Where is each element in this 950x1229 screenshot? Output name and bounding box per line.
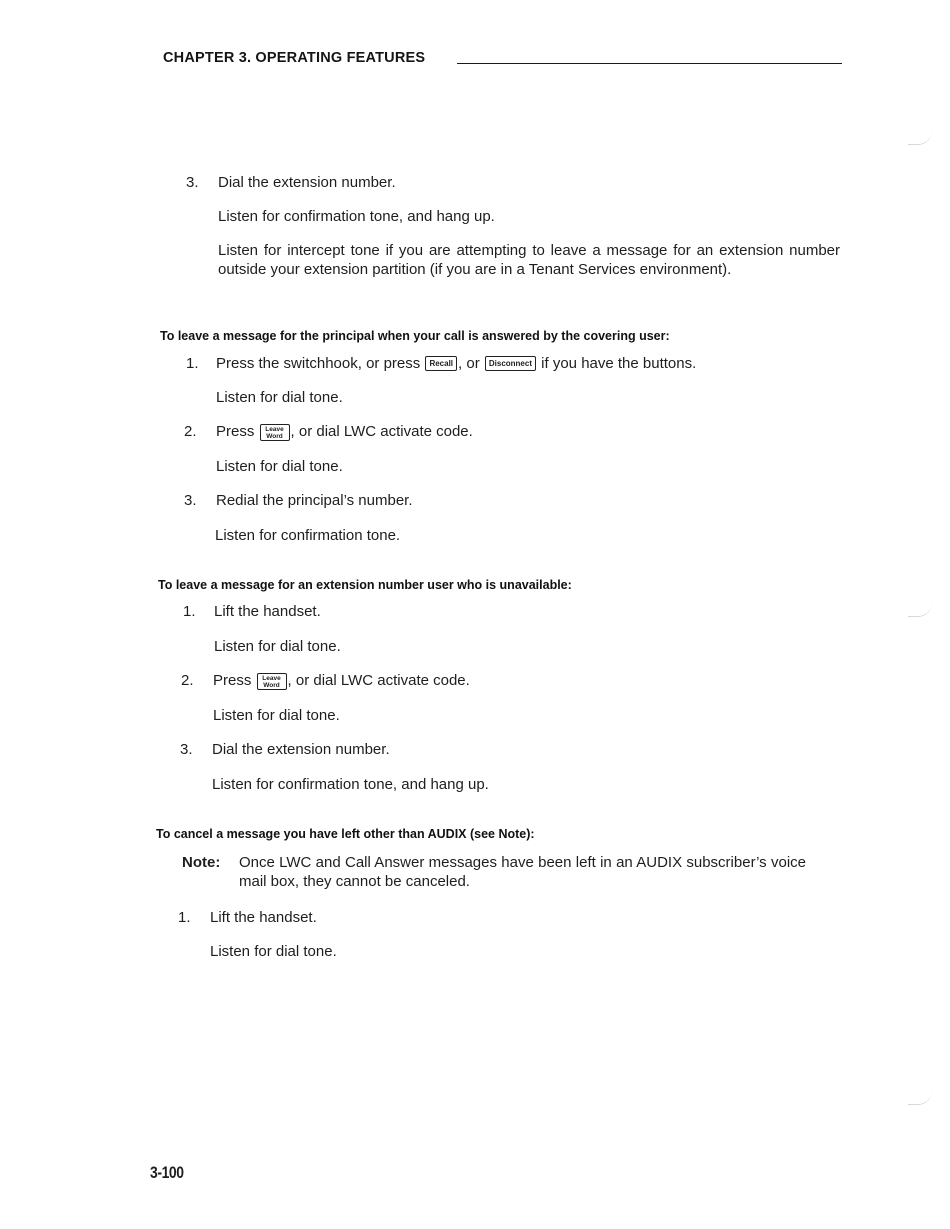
- leave-word-key: [257, 673, 287, 690]
- note-text: Once LWC and Call Answer messages have been left in an AUDIX subscriber’s voice mail box, they cannot be canceled.: [239, 854, 806, 890]
- step-text: Dial the extension number.: [218, 174, 396, 191]
- page-number: 3-100: [150, 1163, 184, 1182]
- header-rule: [457, 63, 842, 64]
- step-text: Lift the handset.: [210, 909, 317, 926]
- step-listen-text: Listen for dial tone.: [213, 707, 340, 724]
- step-text: Lift the handset.: [214, 603, 321, 620]
- step-listen-text: Listen for confirmation tone.: [215, 527, 401, 544]
- scan-edge-mark: [908, 128, 932, 145]
- key-label-bottom: Word: [266, 433, 283, 440]
- step-number: 2.: [184, 423, 197, 440]
- leave-word-key: [260, 424, 290, 441]
- step-text-part: Press: [213, 672, 252, 689]
- step-number: 1.: [183, 603, 196, 620]
- section-heading-unavailable: To leave a message for an extension number user who is unavailable:: [158, 578, 572, 592]
- key-label-top: Leave: [262, 675, 281, 682]
- step-text: [216, 422, 473, 441]
- step-text: Redial the principal’s number.: [216, 492, 413, 509]
- key-label-bottom: Word: [263, 682, 280, 689]
- step-text: [213, 671, 470, 690]
- step-listen-text: Listen for dial tone.: [216, 389, 343, 406]
- step-number: 3.: [180, 741, 193, 758]
- key-label-top: Leave: [265, 426, 284, 433]
- scan-edge-mark: [908, 600, 932, 617]
- step-text-part: Press: [216, 423, 255, 440]
- step-listen-text: Listen for dial tone.: [214, 638, 341, 655]
- step-listen-text: Listen for confirmation tone, and hang up.: [212, 776, 489, 793]
- step-number: 3.: [186, 174, 199, 191]
- step-text-part: , or dial LWC activate code.: [290, 423, 473, 440]
- section-heading-principal: To leave a message for the principal when your call is answered by the covering user:: [160, 329, 670, 343]
- recall-key: Recall: [425, 356, 457, 371]
- step-text-part: if you have the buttons.: [541, 355, 697, 372]
- section-heading-cancel: To cancel a message you have left other than AUDIX (see Note):: [156, 827, 535, 841]
- intercept-paragraph: Listen for intercept tone if you are attempting to leave a message for an extension number outside your extension partition (if you are in a Tenant Services environment).: [218, 242, 840, 278]
- step-number: 1.: [186, 355, 199, 372]
- step-text-part: , or: [458, 355, 480, 372]
- step-number: 3.: [184, 492, 197, 509]
- step-listen-text: Listen for dial tone.: [216, 458, 343, 475]
- scan-edge-mark: [908, 1088, 932, 1105]
- step-listen-text: Listen for dial tone.: [210, 943, 337, 960]
- chapter-title: CHAPTER 3. OPERATING FEATURES: [163, 50, 426, 66]
- step-text: [216, 354, 696, 373]
- step-listen-text: Listen for confirmation tone, and hang up.: [218, 208, 495, 225]
- step-text: Dial the extension number.: [212, 741, 390, 758]
- step-text-part: Press the switchhook, or press: [216, 355, 421, 372]
- step-number: 2.: [181, 672, 194, 689]
- step-number: 1.: [178, 909, 191, 926]
- step-text-part: , or dial LWC activate code.: [287, 672, 470, 689]
- note-label: Note:: [182, 854, 221, 871]
- disconnect-key: Disconnect: [485, 356, 536, 371]
